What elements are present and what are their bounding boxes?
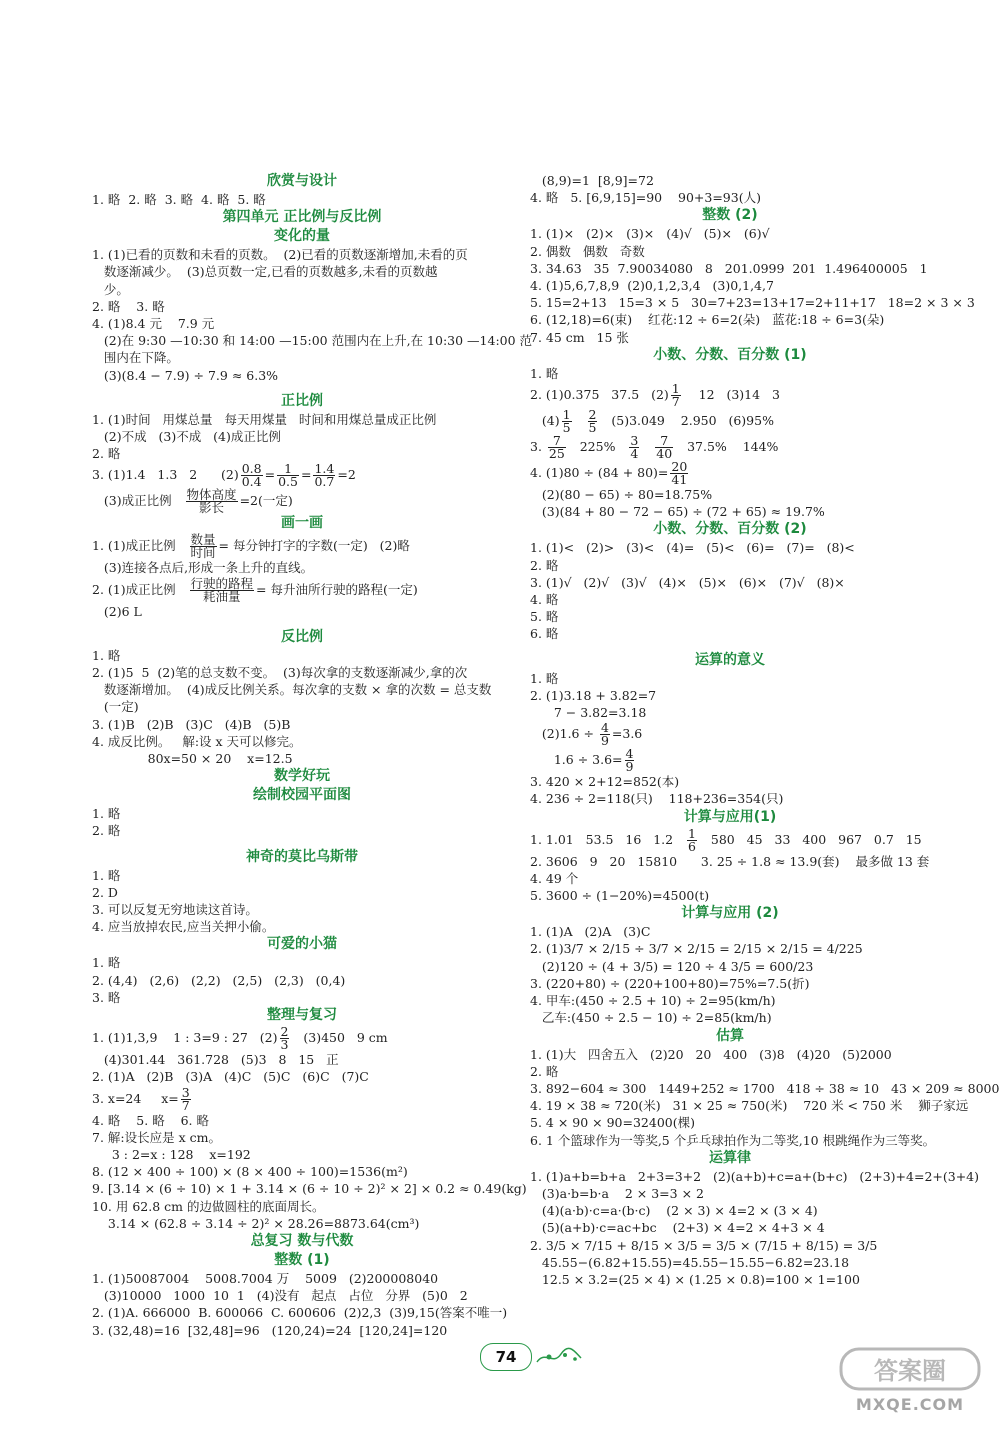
fraction (588, 409, 598, 434)
answer-line: 1. (1)大 四舍五入 (2)20 20 400 (3)8 (4)20 (5)2000 (530, 1046, 892, 1062)
vine-decoration-icon (535, 1346, 583, 1368)
numerator: 0.8 (241, 461, 262, 477)
denominator: 7 (671, 394, 680, 410)
text: 3. x=24 x= (92, 1090, 179, 1106)
answer-line: 3. 420 × 2+12=852(本) (530, 774, 680, 790)
text: 1. (1)成正比例 (92, 538, 188, 554)
numerator: 3 (630, 433, 639, 449)
section-title: 运算的意义 (695, 651, 765, 668)
section-title: 小数、分数、百分数 (1) (653, 346, 807, 363)
answer-line: 10. 用 62.8 cm 的边做圆柱的底面周长。 (92, 1198, 325, 1214)
answer-line: 7 − 3.82=3.18 (530, 705, 647, 721)
section-subtitle: 绘制校园平面图 (253, 787, 351, 804)
text: 2. (1)0.375 37.5 (2) (530, 387, 669, 403)
answer-line: (3)(84 + 80 − 72 − 65) ÷ (72 + 65) ≈ 19.7% (530, 504, 825, 520)
answer-line: 3. (220+80) ÷ (220+100+80)=75%=7.5(折) (530, 975, 810, 991)
fraction (625, 748, 635, 773)
answer-line: 1. 略 (530, 365, 559, 381)
answer-line: 4. 19 × 38 ≈ 720(米) 31 × 25 ≈ 750(米) 720 米 < 750 米 狮子家远 (530, 1098, 969, 1114)
text: (5)3.049 2.950 (6)95% (599, 413, 774, 429)
numerator: 3 (181, 1084, 190, 1100)
text: =2(一定) (239, 493, 293, 509)
answer-line: 5. 略 (530, 609, 559, 625)
text: 1. 1.01 53.5 16 1.2 (530, 831, 686, 847)
fraction (600, 722, 610, 747)
text: (4) (530, 413, 560, 429)
numerator: 4 (625, 746, 634, 762)
fraction (313, 463, 335, 488)
unit-title: 第四单元 正比例与反比例 (222, 209, 382, 226)
fraction (181, 1084, 191, 1113)
answer-line: (2)在 9:30 —10:30 和 14:00 —15:00 范围内在上升,在 10:30 —14:00 范 (92, 333, 533, 349)
section-title: 欣赏与设计 (267, 173, 337, 189)
fraction (655, 435, 673, 460)
answer-line: 2. 略 (530, 1063, 559, 1079)
answer-line: 1. 略 (530, 670, 559, 686)
answer-line (92, 462, 512, 488)
section-title: 小数、分数、百分数 (2) (653, 521, 807, 538)
denominator: 0.7 (314, 474, 335, 490)
answer-line: 2. 略 (530, 557, 559, 573)
answer-line (92, 1025, 512, 1051)
answer-line: 5. 15=2+13 15=3 × 5 30=7+23=13+17=2+11+17 18=2 × 3 × 3 (530, 295, 975, 311)
answer-line: 2. 略 3. 略 (92, 298, 165, 314)
answer-line: (2)(80 − 65) ÷ 80=18.75% (530, 487, 713, 503)
fraction (241, 463, 263, 488)
watermark-logo-icon (835, 1343, 985, 1395)
fraction (670, 461, 688, 486)
fraction (629, 435, 639, 460)
answer-line: 3. 可以反复无穷地读这首诗。 (92, 902, 258, 918)
numerator: 1.4 (314, 461, 335, 477)
text: = 每升油所行驶的路程(一定) (256, 581, 418, 597)
section-title: 数学好玩 (274, 768, 330, 785)
text: 12 (3)14 3 (682, 387, 780, 403)
numerator: 7 (655, 435, 673, 448)
fraction (280, 1026, 290, 1051)
denominator: 40 (656, 446, 673, 462)
text: 580 45 33 400 967 0.7 15 (698, 831, 922, 847)
answer-line: 3. 34.63 35 7.90034080 8 201.0999 201 1.496400005 1 (530, 260, 928, 276)
denominator: 耗油量 (203, 588, 241, 604)
watermark-logo-text: 答案圈 (874, 1357, 946, 1385)
answer-line: 1. 略 (92, 867, 121, 883)
fraction (190, 534, 217, 559)
answer-line: 4. (1)8.4 元 7.9 元 (92, 316, 215, 332)
fraction (562, 409, 572, 434)
answer-line: 1. (1)时间 用煤总量 每天用煤量 时间和用煤总量成正比例 (92, 411, 437, 427)
answer-line: 3. 略 (92, 989, 121, 1005)
answer-line: 3. (1)B (2)B (3)C (4)B (5)B (92, 716, 291, 732)
answer-line: (2)不成 (3)不成 (4)成正比例 (92, 429, 281, 445)
section-title: 总复习 数与代数 (250, 1232, 354, 1249)
fraction (687, 825, 697, 854)
answer-line (530, 827, 930, 853)
answer-line (530, 382, 930, 408)
denominator: 影长 (199, 500, 225, 516)
section-title: 计算与应用 (2) (681, 905, 779, 922)
answer-line: 5. 3600 ÷ (1−20%)=4500(t) (530, 888, 710, 904)
numerator: 数量 (190, 532, 216, 548)
answer-line: 2. 3606 9 20 15810 3. 25 ÷ 1.8 ≈ 13.9(套) 最多做 13 套 (530, 853, 930, 869)
answer-line: 12.5 × 3.2=(25 × 4) × (1.25 × 0.8)=100 × 1=100 (530, 1271, 860, 1287)
denominator: 0.5 (278, 474, 298, 490)
answer-line: 3 : 2=x : 128 x=192 (92, 1146, 251, 1162)
answer-line: 4. 略 (530, 592, 559, 608)
answer-line: 1. (1)× (2)× (3)× (4)√ (5)× (6)√ (530, 226, 770, 242)
answer-line: (一定) (92, 699, 139, 715)
denominator: 时间 (190, 545, 216, 561)
answer-line: 8. (12 × 400 ÷ 100) × (8 × 400 ÷ 100)=1536(m²) (92, 1164, 408, 1180)
section-title: 估算 (716, 1027, 744, 1044)
answer-line: (3)a·b=b·a 2 × 3=3 × 2 (530, 1185, 704, 1201)
numerator: 2 (588, 407, 597, 423)
answer-line: 1. (1)a+b=b+a 2+3=3+2 (2)(a+b)+c=a+(b+c) (2+3)+4=2+(3+4) (530, 1168, 980, 1184)
text: = (300, 467, 312, 483)
denominator: 7 (181, 1097, 190, 1113)
section-title: 可爱的小猫 (267, 936, 337, 953)
answer-line: 4. 成反比例。 解:设 x 天可以修完。 (92, 733, 302, 749)
numerator: 20 (671, 459, 688, 475)
answer-line: 2. (1)3/7 × 2/15 ÷ 3/7 × 2/15 = 2/15 × 2/15 = 4/225 (530, 941, 863, 957)
answer-line: 45.55−(6.82+15.55)=45.55−15.55−6.82=23.18 (530, 1254, 850, 1270)
denominator: 3 (280, 1037, 289, 1053)
denominator: 5 (588, 420, 597, 436)
text: = 每分钟打字的字数(一定) (2)略 (218, 538, 410, 554)
numerator: 1 (277, 463, 299, 476)
text: 1.6 ÷ 3.6= (530, 752, 623, 768)
answer-line: 80x=50 × 20 x=12.5 (92, 751, 293, 767)
answer-line: 6. (12,18)=6(束) 红花:12 ÷ 6=2(朵) 蓝花:18 ÷ 6=3(朵) (530, 312, 885, 328)
fraction (277, 463, 299, 488)
section-title: 整数 (2) (702, 207, 758, 224)
answer-line (530, 434, 930, 460)
answer-line: (3)(8.4 − 7.9) ÷ 7.9 ≈ 6.3% (92, 367, 279, 383)
watermark (835, 1343, 985, 1418)
answer-line: 9. [3.14 × (6 ÷ 10) × 1 + 3.14 × (6 ÷ 10 ÷ 2)² × 2] × 0.2 ≈ 0.49(kg) (92, 1181, 527, 1197)
answer-line: 2. 略 (92, 823, 121, 839)
text: (3)成正比例 (92, 493, 184, 509)
left-column (92, 172, 533, 1339)
answer-line: 2. (1)3.18 + 3.82=7 (530, 687, 657, 703)
answer-line: 数逐渐增加。 (4)成反比例关系。每次拿的支数 × 拿的次数 = 总支数 (92, 682, 492, 698)
answer-line: 4. (1)5,6,7,8,9 (2)0,1,2,3,4 (3)0,1,4,7 (530, 278, 774, 294)
answer-line: 1. 略 (92, 955, 121, 971)
answer-line: 2. 3/5 × 7/15 + 8/15 × 3/5 = 3/5 × (7/15 + 8/15) = 3/5 (530, 1237, 878, 1253)
answer-line: 4. 236 ÷ 2=118(只) 118+236=354(只) (530, 791, 784, 807)
text: 4. (1)80 ÷ (84 + 80)= (530, 465, 669, 481)
section-title: 正比例 (281, 392, 323, 409)
answer-line: 7. 45 cm 15 张 (530, 329, 629, 345)
text: = (264, 467, 276, 483)
answer-line: 7. 解:设长应是 x cm。 (92, 1129, 221, 1145)
answer-line: (5)(a+b)·c=ac+bc (2+3) × 4=2 × 4+3 × 4 (530, 1220, 825, 1236)
numerator: 7 (548, 435, 566, 448)
denominator: 4 (630, 446, 639, 462)
text: 225% (567, 439, 628, 455)
answer-line (92, 533, 512, 559)
denominator: 0.4 (241, 474, 262, 490)
numerator: 1 (562, 407, 571, 423)
fraction (186, 489, 238, 514)
answer-line: (8,9)=1 [8,9]=72 (530, 173, 654, 188)
answer-line: (2)120 ÷ (4 + 3/5) = 120 ÷ 4 3/5 = 600/23 (530, 958, 814, 974)
text: (3)450 9 cm (291, 1030, 388, 1046)
denominator: 41 (671, 472, 688, 488)
fraction (548, 435, 566, 460)
answer-line: 1. 略 (92, 647, 121, 663)
answer-line: (4)301.44 361.728 (5)3 8 15 正 (92, 1052, 339, 1068)
answer-line (92, 577, 512, 603)
answer-line (530, 721, 930, 747)
page-number: 74 (480, 1343, 532, 1371)
text: (2)1.6 ÷ (530, 726, 598, 742)
fraction (190, 575, 255, 604)
answer-line: 2. 略 (92, 446, 121, 462)
answer-line: 6. 略 (530, 626, 559, 642)
text: =2 (337, 467, 356, 483)
answer-line: 2. (1)A. 666000 B. 600066 C. 600606 (2)2,3 (3)9,15(答案不唯一) (92, 1305, 508, 1321)
answer-line: (2)6 L (92, 603, 142, 619)
numerator: 1 (688, 825, 696, 841)
answer-line: 2. 偶数 偶数 奇数 (530, 243, 645, 259)
text: 1. (1)1,3,9 1 : 3=9 : 27 (2) (92, 1030, 278, 1046)
text: 3. (1)1.4 1.3 2 (2) (92, 467, 239, 483)
answer-line: 1. 略 2. 略 3. 略 4. 略 5. 略 (92, 192, 266, 207)
answer-line: 2. (1)5 5 (2)笔的总支数不变。 (3)每次拿的支数逐渐减少,拿的次 (92, 665, 468, 681)
numerator: 行驶的路程 (190, 575, 254, 591)
watermark-text: MXQE.COM (855, 1395, 965, 1414)
denominator: 9 (625, 759, 634, 775)
numerator: 物体高度 (186, 487, 237, 503)
section-title: 变化的量 (274, 228, 330, 245)
section-title: 运算律 (709, 1149, 751, 1166)
answer-line: 5. 4 × 90 × 90=32400(棵) (530, 1115, 695, 1131)
answer-line: 1. (1)已看的页数和未看的页数。 (2)已看的页数逐渐增加,未看的页 (92, 247, 468, 263)
section-title: 计算与应用(1) (683, 808, 777, 825)
answer-line: 3.14 × (62.8 ÷ 3.14 ÷ 2)² × 28.26=8873.64(cm³) (92, 1215, 420, 1231)
section-title: 反比例 (281, 628, 323, 645)
answer-line: 少。 (92, 281, 129, 297)
answer-line (92, 1086, 512, 1112)
answer-line: (4)(a·b)·c=a·(b·c) (2 × 3) × 4=2 × (3 × 4) (530, 1203, 818, 1219)
answer-line: (3)连接各点后,形成一条上升的直线。 (92, 560, 314, 576)
answer-line: 2. D (92, 884, 118, 900)
section-title: 画一画 (281, 515, 323, 532)
text: 2. (1)成正比例 (92, 581, 188, 597)
numerator: 1 (671, 381, 680, 397)
answer-line: 3. (1)√ (2)√ (3)√ (4)× (5)× (6)× (7)√ (8)× (530, 574, 845, 590)
answer-line: 乙车:(450 ÷ 2.5 − 10) ÷ 2=85(km/h) (530, 1010, 772, 1026)
answer-line (530, 408, 930, 434)
answer-line: 1. (1)< (2)> (3)< (4)= (5)< (6)= (7)= (8)< (530, 540, 855, 556)
answer-line: 3. (32,48)=16 [32,48]=96 (120,24)=24 [120,24]=120 (92, 1322, 448, 1338)
answer-line: 4. 应当放掉农民,应当关押小偷。 (92, 919, 275, 935)
answer-line: 4. 略 5. [6,9,15]=90 90+3=93(人) (530, 190, 761, 206)
text: =3.6 (611, 726, 643, 742)
section-subtitle: 整数 (1) (274, 1251, 330, 1268)
answer-line (530, 747, 930, 773)
text: 3. (530, 439, 546, 455)
section-title: 整理与复习 (267, 1007, 337, 1024)
denominator: 25 (548, 446, 565, 462)
answer-line: 围内在下降。 (92, 350, 179, 366)
answer-line: 1. (1)A (2)A (3)C (530, 924, 651, 940)
answer-line: 4. 略 5. 略 6. 略 (92, 1112, 209, 1128)
section-title: 神奇的莫比乌斯带 (246, 848, 358, 865)
fraction (671, 383, 681, 408)
numerator: 4 (600, 720, 609, 736)
answer-line: 3. 892−604 ≈ 300 1449+252 ≈ 1700 418 ÷ 38 ≈ 10 43 × 209 ≈ 8000 (530, 1080, 1000, 1096)
answer-line: 6. 1 个篮球作为一等奖,5 个乒乓球拍作为二等奖,10 根跳绳作为三等奖。 (530, 1132, 936, 1148)
answer-line: 1. (1)50087004 5008.7004 万 5009 (2)200008040 (92, 1270, 439, 1286)
answer-line: 数逐渐减少。 (3)总页数一定,已看的页数越多,未看的页数越 (92, 264, 438, 280)
text: 37.5% 144% (675, 439, 779, 455)
answer-line (92, 488, 512, 514)
answer-line: 4. 49 个 (530, 870, 579, 886)
answer-line: 2. (1)A (2)B (3)A (4)C (5)C (6)C (7)C (92, 1069, 369, 1085)
denominator: 9 (600, 733, 609, 749)
denominator: 5 (562, 420, 571, 436)
answer-line: 4. 甲车:(450 ÷ 2.5 + 10) ÷ 2=95(km/h) (530, 993, 776, 1009)
right-column (530, 172, 1000, 1288)
answer-line: 2. (4,4) (2,6) (2,2) (2,5) (2,3) (0,4) (92, 972, 346, 988)
answer-line: (3)10000 1000 10 1 (4)没有 起点 占位 分界 (5)0 2 (92, 1288, 468, 1304)
answer-line (530, 460, 930, 486)
answer-line: 1. 略 (92, 806, 121, 822)
numerator: 2 (280, 1024, 289, 1040)
denominator: 6 (688, 838, 696, 854)
